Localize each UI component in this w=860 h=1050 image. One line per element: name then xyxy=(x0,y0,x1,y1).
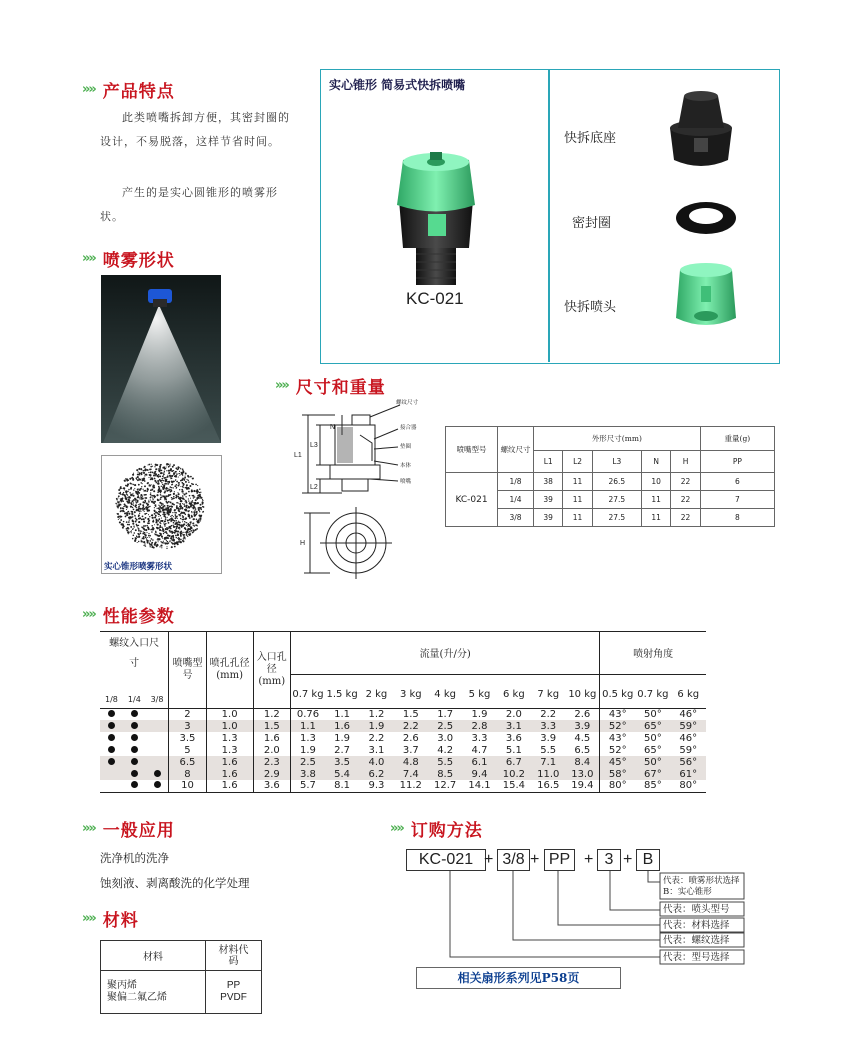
spray-photo xyxy=(101,275,221,443)
plus-sign: + xyxy=(484,851,494,868)
legend-pattern: 代表：喷雾形状选择 xyxy=(663,876,740,886)
thread-availability-cell xyxy=(123,768,146,780)
table-cell: 8.1 xyxy=(334,780,351,792)
table-cell: 2.6 xyxy=(565,708,599,720)
table-cell: 11.2 xyxy=(399,780,422,792)
legend-pattern-b: B：实心锥形 xyxy=(663,887,712,897)
table-cell: 3.6 xyxy=(505,732,522,744)
thread-availability-cell xyxy=(146,756,169,768)
available-dot-icon xyxy=(131,710,138,717)
table-cell: 3.3 xyxy=(540,720,557,732)
dim-header-outer: 外形尺寸(mm) xyxy=(534,427,701,451)
table-cell: 5.1 xyxy=(505,744,522,756)
table-cell: 3 xyxy=(169,720,206,732)
thread-availability-cell xyxy=(100,720,123,732)
callout-nozzle: 喷嘴 xyxy=(400,479,412,485)
perf-flow-pressure-header: 5 kg xyxy=(468,689,491,700)
dim-header-thread: 螺纹尺寸 xyxy=(498,427,534,473)
dim-label-H: H xyxy=(300,540,306,547)
available-dot-icon xyxy=(131,758,138,765)
perf-thread-size-header: 1/4 xyxy=(127,694,141,704)
thread-availability-cell xyxy=(100,708,123,720)
performance-section-title: »» 性能参数 xyxy=(82,607,175,627)
table-cell: 15.4 xyxy=(502,780,525,792)
table-cell: 1.2 xyxy=(368,708,385,720)
table-cell: 4.0 xyxy=(368,756,385,768)
table-cell: 38 xyxy=(534,473,563,491)
thread-availability-cell xyxy=(146,732,169,744)
chevron-icon: »» xyxy=(390,821,403,836)
table-cell: 22 xyxy=(671,509,700,527)
spray-caption: 实心锥形喷雾形状 xyxy=(104,562,173,572)
thread-availability-cell xyxy=(100,768,123,780)
perf-flow-pressure-header: 4 kg xyxy=(434,689,456,700)
table-cell: 65° xyxy=(643,720,662,732)
part-label-seal: 密封圈 xyxy=(572,216,612,231)
features-section-title: »» 产品特点 xyxy=(82,82,175,102)
table-cell: 65° xyxy=(643,744,662,756)
chevron-icon: »» xyxy=(82,911,95,926)
features-paragraph-1: 此类喷嘴拆卸方便，其密封圈的设计，不易脱落，这样节省时间。 xyxy=(100,111,290,148)
table-cell: 16.5 xyxy=(537,780,560,792)
table-cell: 2.5 xyxy=(437,720,454,732)
table-cell: 2.2 xyxy=(540,708,557,720)
thread-availability-cell xyxy=(146,780,169,792)
table-row xyxy=(100,768,706,780)
thread-availability-cell xyxy=(100,732,123,744)
table-cell: 43° xyxy=(608,732,627,744)
table-cell: 1.6 xyxy=(206,768,253,780)
table-cell: 59° xyxy=(679,720,698,732)
legend-material: 代表：材料选择 xyxy=(663,920,730,931)
dimension-table xyxy=(445,426,775,527)
dim-label-N: N xyxy=(330,424,336,431)
table-cell: 3.9 xyxy=(540,732,557,744)
table-cell: 56° xyxy=(679,756,698,768)
table-row xyxy=(100,780,706,792)
table-cell: 2.2 xyxy=(402,720,419,732)
seal-ring-image xyxy=(671,198,741,238)
application-section-title: »» 一般应用 xyxy=(82,821,175,841)
thread-availability-cell xyxy=(123,744,146,756)
dim-subheader-cell: L3 xyxy=(592,451,641,473)
chevron-icon: »» xyxy=(82,821,95,836)
available-dot-icon xyxy=(108,746,115,753)
product-model: KC-021 xyxy=(406,289,464,308)
table-cell: 6.1 xyxy=(471,756,488,768)
perf-flow-pressure-header: 2 kg xyxy=(365,689,388,700)
legend-thread: 代表：螺纹选择 xyxy=(663,935,730,946)
callout-thread: 螺纹尺寸 xyxy=(396,400,419,406)
perf-angle-pressure-header: 6 kg xyxy=(677,689,700,700)
order-box-model: KC-021 xyxy=(406,849,486,871)
thread-availability-cell xyxy=(123,780,146,792)
table-cell: 5.4 xyxy=(334,768,351,780)
table-cell: 11 xyxy=(642,491,671,509)
dim-table-body xyxy=(446,473,775,527)
material-names: 聚丙烯 聚偏二氟乙烯 xyxy=(101,971,206,1014)
table-cell: 11 xyxy=(563,491,592,509)
table-cell: 3.1 xyxy=(368,744,385,756)
ordering-section-title: »» 订购方法 xyxy=(390,821,483,841)
order-box-pattern: B xyxy=(636,849,660,871)
table-cell: 1.5 xyxy=(253,720,290,732)
dim-subheader-cell: L1 xyxy=(534,451,563,473)
table-cell: 2.0 xyxy=(253,744,290,756)
perf-header-inlet: 入口孔径(mm) xyxy=(253,632,290,709)
spray-pattern-speckles xyxy=(102,456,221,556)
thread-availability-cell xyxy=(123,708,146,720)
table-cell: 6.2 xyxy=(368,768,385,780)
table-cell: 4.8 xyxy=(402,756,419,768)
dim-header-weight: 重量(g) xyxy=(700,427,774,451)
thread-availability-cell xyxy=(100,756,123,768)
table-cell: 9.3 xyxy=(368,780,385,792)
spray-section-title: »» 喷雾形状 xyxy=(82,251,175,271)
plus-sign: + xyxy=(623,851,633,868)
table-cell: 1.3 xyxy=(300,732,316,744)
table-cell: 9.4 xyxy=(471,768,488,780)
table-cell: 1.9 xyxy=(471,708,488,720)
thread-availability-cell xyxy=(100,744,123,756)
perf-thread-size-header: 1/8 xyxy=(105,694,118,704)
performance-table xyxy=(100,631,706,793)
legend-tip: 代表：喷头型号 xyxy=(663,904,730,915)
thread-availability-cell xyxy=(146,720,169,732)
quick-tip-image xyxy=(666,260,746,340)
table-cell: 6.7 xyxy=(505,756,522,768)
table-cell: 1.6 xyxy=(253,732,290,744)
table-cell: 8.4 xyxy=(565,756,599,768)
table-cell: 10.2 xyxy=(502,768,525,780)
chevron-icon: »» xyxy=(82,251,95,266)
product-box-title: 实心锥形 简易式快拆喷嘴 xyxy=(329,78,466,92)
table-cell: 3.6 xyxy=(253,780,290,792)
part-label-base: 快拆底座 xyxy=(564,131,617,146)
table-cell: 1.7 xyxy=(437,708,454,720)
thread-availability-cell xyxy=(146,708,169,720)
application-item-1: 洗净机的洗净 xyxy=(100,851,169,865)
table-cell: 2.8 xyxy=(471,720,488,732)
table-cell: 5.5 xyxy=(540,744,557,756)
table-cell: 3.5 xyxy=(169,732,206,744)
features-paragraph-2: 产生的是实心圆锥形的喷雾形状。 xyxy=(100,186,278,223)
perf-header-flow: 流量(升/分) xyxy=(291,632,600,675)
table-cell: 85° xyxy=(643,780,662,792)
table-cell: 6.5 xyxy=(565,744,599,756)
table-cell: 2.7 xyxy=(334,744,351,756)
table-cell: 58° xyxy=(608,768,627,780)
table-cell: 5.5 xyxy=(437,756,454,768)
perf-flow-pressure-header: 7 kg xyxy=(537,689,560,700)
table-cell: 6 xyxy=(700,473,774,491)
perf-thread-size-header: 3/8 xyxy=(146,674,169,708)
table-cell: 46° xyxy=(679,732,698,744)
related-series-note: 相关扇形系列见P58页 xyxy=(416,967,621,989)
table-cell: 2.9 xyxy=(253,768,290,780)
table-cell: 22 xyxy=(671,473,700,491)
table-cell: 1.3 xyxy=(206,732,253,744)
table-cell: 1.0 xyxy=(206,708,253,720)
table-cell: 1.5 xyxy=(402,708,419,720)
thread-availability-cell xyxy=(146,768,169,780)
table-cell: 11.0 xyxy=(537,768,560,780)
table-cell: 8 xyxy=(700,509,774,527)
table-row xyxy=(100,708,706,720)
table-cell: 1.9 xyxy=(334,732,351,744)
table-cell: 4.2 xyxy=(437,744,454,756)
table-cell: 14.1 xyxy=(468,780,491,792)
material-section-title: »» 材料 xyxy=(82,911,139,931)
table-cell: 4.5 xyxy=(565,732,599,744)
available-dot-icon xyxy=(131,746,138,753)
table-cell: 2 xyxy=(169,708,206,720)
table-cell: 46° xyxy=(679,708,698,720)
table-cell: 3.0 xyxy=(437,732,454,744)
table-cell: 39 xyxy=(534,491,563,509)
table-cell: 7 xyxy=(700,491,774,509)
dim-header-model: 喷嘴型号 xyxy=(446,427,498,473)
material-header-name: 材料 xyxy=(101,941,206,971)
perf-flow-pressure-header: 6 kg xyxy=(503,689,525,700)
table-cell: 1.6 xyxy=(334,720,351,732)
part-label-tip: 快拆喷头 xyxy=(564,300,617,315)
material-codes: PP PVDF xyxy=(220,980,247,1003)
table-row xyxy=(100,732,706,744)
dim-label-L2: L2 xyxy=(310,484,318,491)
callout-adapter: 接合器 xyxy=(400,425,417,431)
table-cell: 1.1 xyxy=(334,708,351,720)
table-cell: 80° xyxy=(679,780,698,792)
table-row xyxy=(446,473,775,491)
table-cell: 0.76 xyxy=(296,708,320,720)
plus-sign: + xyxy=(530,851,540,868)
table-cell: 11 xyxy=(563,473,592,491)
table-cell: 5.7 xyxy=(300,780,316,792)
thread-availability-cell xyxy=(100,780,123,792)
available-dot-icon xyxy=(108,710,115,717)
table-cell: 12.7 xyxy=(434,780,457,792)
product-box-divider xyxy=(548,70,550,362)
table-cell: 3.9 xyxy=(565,720,599,732)
table-cell: 39 xyxy=(534,509,563,527)
table-cell: 19.4 xyxy=(565,780,599,792)
perf-header-thread: 螺纹入口尺寸 xyxy=(100,632,169,675)
table-cell: 80° xyxy=(608,780,627,792)
table-cell: 3.5 xyxy=(334,756,351,768)
dimension-drawing xyxy=(290,395,440,580)
table-cell: 1.6 xyxy=(206,756,253,768)
spray-pattern-figure xyxy=(101,455,222,574)
table-cell: 67° xyxy=(643,768,662,780)
table-cell: 2.5 xyxy=(300,756,316,768)
perf-header-tip: 喷嘴型号 xyxy=(169,632,206,709)
dim-subheader-cell: N xyxy=(642,451,671,473)
table-cell: 2.6 xyxy=(402,732,419,744)
dim-label-L3: L3 xyxy=(310,442,318,449)
perf-flow-pressure-header: 0.7 kg xyxy=(292,689,324,700)
table-row xyxy=(100,744,706,756)
available-dot-icon xyxy=(154,770,161,777)
order-box-thread: 3/8 xyxy=(497,849,530,871)
order-box-tip: 3 xyxy=(597,849,621,871)
table-row xyxy=(100,720,706,732)
perf-header-orifice: 喷孔孔径(mm) xyxy=(206,632,253,709)
table-cell: 13.0 xyxy=(565,768,599,780)
table-cell: 2.0 xyxy=(505,708,522,720)
available-dot-icon xyxy=(131,734,138,741)
table-cell: 8.5 xyxy=(437,768,454,780)
material-header-code: 材料代码 xyxy=(218,944,249,967)
table-cell: 3.8 xyxy=(300,768,316,780)
table-cell: 7.1 xyxy=(540,756,557,768)
legend-model: 代表：型号选择 xyxy=(663,952,730,963)
dimension-section-title: »» 尺寸和重量 xyxy=(275,378,386,398)
table-cell: 1.9 xyxy=(368,720,385,732)
callout-washer: 垫圈 xyxy=(400,444,412,450)
thread-availability-cell xyxy=(123,720,146,732)
table-cell: 1.9 xyxy=(300,744,316,756)
table-cell: 22 xyxy=(671,491,700,509)
chevron-icon: »» xyxy=(82,607,95,622)
table-cell: 27.5 xyxy=(592,509,641,527)
order-box-material: PP xyxy=(544,849,575,871)
table-cell: 45° xyxy=(608,756,627,768)
table-cell: 2.3 xyxy=(253,756,290,768)
perf-flow-pressure-header: 10 kg xyxy=(565,674,599,708)
perf-table-body xyxy=(100,708,706,792)
chevron-icon: »» xyxy=(275,378,288,393)
table-cell: 3.3 xyxy=(471,732,488,744)
table-cell: 59° xyxy=(679,744,698,756)
table-cell: 50° xyxy=(643,732,662,744)
table-cell: 5 xyxy=(169,744,206,756)
available-dot-icon xyxy=(131,722,138,729)
perf-flow-pressure-header: 1.5 kg xyxy=(326,689,358,700)
available-dot-icon xyxy=(154,781,161,788)
thread-availability-cell xyxy=(123,756,146,768)
table-cell: 52° xyxy=(608,720,627,732)
table-cell: 4.7 xyxy=(471,744,488,756)
perf-header-angle: 喷射角度 xyxy=(600,632,706,675)
table-cell: 11 xyxy=(563,509,592,527)
application-item-2: 蚀刻液、剥离酸洗的化学处理 xyxy=(100,876,250,890)
table-cell: 1.6 xyxy=(206,780,253,792)
perf-angle-pressure-header: 0.5 kg xyxy=(602,689,634,700)
callout-body: 本体 xyxy=(400,463,412,469)
quick-base-image xyxy=(656,88,746,173)
product-box xyxy=(320,69,780,364)
material-table xyxy=(100,940,262,1014)
table-cell: 61° xyxy=(679,768,698,780)
table-cell: 27.5 xyxy=(592,491,641,509)
table-cell: 3.7 xyxy=(402,744,419,756)
table-cell: 52° xyxy=(608,744,627,756)
dim-subheader-cell: L2 xyxy=(563,451,592,473)
table-cell: 10 xyxy=(169,780,206,792)
dim-subheader-cell: PP xyxy=(700,451,774,473)
table-cell: 7.4 xyxy=(402,768,419,780)
plus-sign: + xyxy=(584,851,594,868)
dim-subheader-cell: H xyxy=(671,451,700,473)
table-cell: 1.3 xyxy=(206,744,253,756)
table-cell: 2.2 xyxy=(368,732,385,744)
available-dot-icon xyxy=(131,781,138,788)
table-cell: 1.2 xyxy=(253,708,290,720)
perf-angle-pressure-header: 0.7 kg xyxy=(637,689,669,700)
table-cell: 3/8 xyxy=(498,509,534,527)
available-dot-icon xyxy=(108,734,115,741)
table-cell: 3.1 xyxy=(505,720,522,732)
table-row xyxy=(100,756,706,768)
table-cell: 6.5 xyxy=(169,756,206,768)
table-cell: 1/4 xyxy=(498,491,534,509)
table-cell: 26.5 xyxy=(592,473,641,491)
table-cell: 43° xyxy=(608,708,627,720)
table-cell: 1.0 xyxy=(206,720,253,732)
table-cell: 50° xyxy=(643,756,662,768)
available-dot-icon xyxy=(108,722,115,729)
thread-availability-cell xyxy=(123,732,146,744)
table-cell: 10 xyxy=(642,473,671,491)
perf-flow-pressure-header: 3 kg xyxy=(399,689,422,700)
table-cell: 11 xyxy=(642,509,671,527)
available-dot-icon xyxy=(108,758,115,765)
dim-label-L1: L1 xyxy=(294,452,302,459)
available-dot-icon xyxy=(131,770,138,777)
chevron-icon: »» xyxy=(82,82,95,97)
table-cell: 1/8 xyxy=(498,473,534,491)
assembled-nozzle-image xyxy=(381,150,491,290)
table-cell: 50° xyxy=(643,708,662,720)
table-cell: 1.1 xyxy=(300,720,316,732)
dim-model-cell: KC-021 xyxy=(446,473,498,527)
thread-availability-cell xyxy=(146,744,169,756)
table-cell: 8 xyxy=(169,768,206,780)
